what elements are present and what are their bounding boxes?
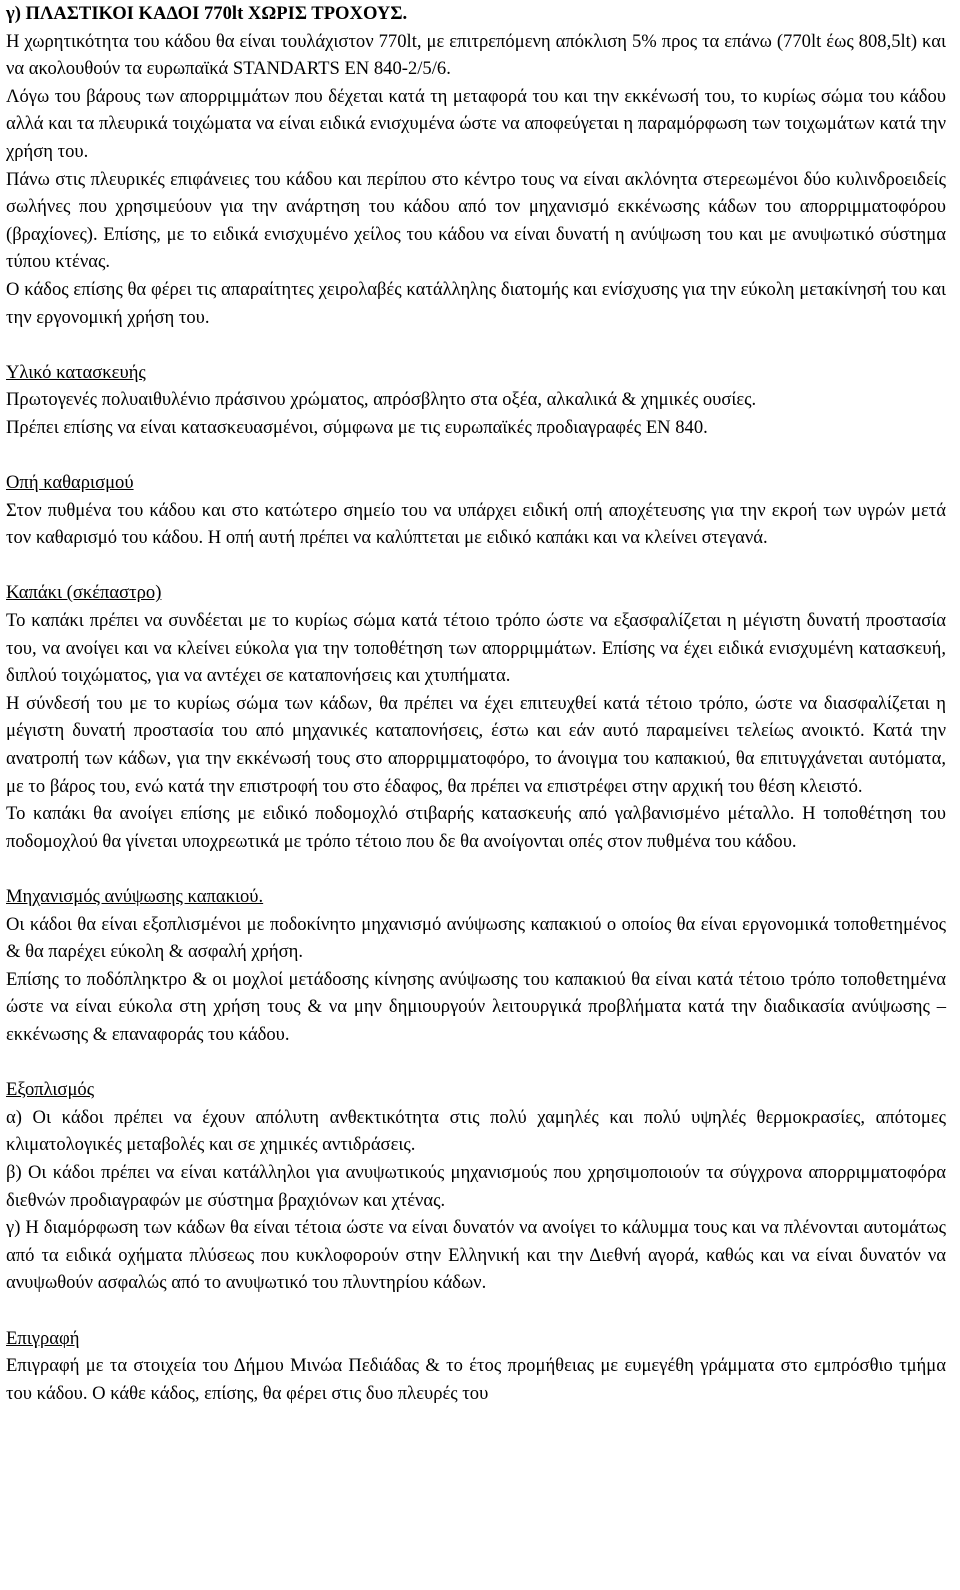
section-paragraph: Στον πυθμένα του κάδου και στο κατώτερο σημείο του να υπάρχει ειδική οπή αποχέτευσης για την εκροή των υγρών μετά τον καθαρισμό του κάδου. Η οπή αυτή πρέπει να καλύπτεται με ειδικό καπάκι και να κλείνει στεγανά. — [6, 499, 946, 549]
section-lid — [6, 579, 946, 855]
intro-paragraph: Ο κάδος επίσης θα φέρει τις απαραίτητες χειρολαβές κατάλληλης διατομής και ενίσχυσης για την εύκολη μετακίνησή του και την εργονομική χρήση του. — [6, 278, 946, 328]
section-paragraph: α) Οι κάδοι πρέπει να έχουν απόλυτη ανθεκτικότητα στις πολύ χαμηλές και πολύ υψηλές θερμοκρασίες, απότομες κλιματολογικές μεταβολές και σε χημικές αντιδράσεις. — [6, 1106, 946, 1156]
section-heading: Οπή καθαρισμού — [6, 472, 134, 494]
section-heading: Εξοπλισμός — [6, 1079, 95, 1101]
section-paragraph: Πρωτογενές πολυαιθυλένιο πράσινου χρώματος, απρόσβλητο στα οξέα, αλκαλικά & χημικές ουσίες. — [6, 389, 757, 411]
section-paragraph: Οι κάδοι θα είναι εξοπλισμένοι με ποδοκίνητο μηχανισμό ανύψωσης καπακιού ο οποίος θα είναι εργονομικά τοποθετημένος & θα παρέχει εύκολη & ασφαλή χρήση. — [6, 913, 946, 963]
section-paragraph: Το καπάκι θα ανοίγει επίσης με ειδικό ποδομοχλό στιβαρής κατασκευής από γαλβανισμένο μέταλλο. Η τοποθέτηση του ποδομοχλού θα γίνεται υποχρεωτικά με τρόπο τέτοιο που δε θα ανοίγονται οπές στον πυθμένα του κάδου. — [6, 803, 946, 852]
section-heading: Υλικό κατασκευής — [6, 361, 146, 383]
section-cleaning-hole — [6, 469, 946, 552]
document-page — [6, 0, 946, 1407]
section-lid-lifting-mechanism — [6, 883, 946, 1049]
section-paragraph: Η σύνδεσή του με το κυρίως σώμα των κάδων, θα πρέπει να έχει επιτευχθεί κατά τέτοιο τρόπο, ώστε να διασφαλίζεται η μέγιστη δυνατή προστασία του από μηχανικές καταπονήσεις, έστω και εάν αυτό παραμείνει τελείως ανοικτό. Κατά την ανατροπή των κάδων, για την εκκένωσή τους στο απορριμματοφόρο, το άνοιγμα του καπακιού, θα επιτυγχάνεται αυτόματα, με το βάρος του, ενώ κατά την επιστροφή του στο έδαφος, θα πρέπει να επιστρέφει στην αρχική του θέση κλειστό. — [6, 692, 946, 797]
intro-paragraph: Λόγω του βάρους των απορριμμάτων που δέχεται κατά τη μεταφορά του και την εκκένωσή του, το κυρίως σώμα του κάδου αλλά και τα πλευρικά τοιχώματα να είναι ειδικά ενισχυμένα ώστε να αποφεύγεται η παραμόρφωση των τοιχωμάτων κατά την χρήση του. — [6, 85, 946, 162]
section-paragraph: Πρέπει επίσης να είναι κατασκευασμένοι, σύμφωνα με τις ευρωπαϊκές προδιαγραφές ΕΝ 840. — [6, 416, 708, 438]
section-heading: Καπάκι (σκέπαστρο) — [6, 582, 162, 604]
intro-paragraph: Η χωρητικότητα του κάδου θα είναι τουλάχιστον 770lt, με επιτρεπόμενη απόκλιση 5% προς τα επάνω (770lt έως 808,5lt) και να ακολουθούν τα ευρωπαϊκά STANDARTS EN 840-2/5/6. — [6, 30, 946, 80]
intro-paragraph: Πάνω στις πλευρικές επιφάνειες του κάδου και περίπου στο κέντρο τους να είναι ακλόνητα στερεωμένοι δύο κυλινδροειδείς σωλήνες που χρησιμεύουν για την ανάρτηση του κάδου από τον μηχανισμό εκκένωσης κάδων του απορριμματοφόρου (βραχίονες). Επίσης, με το ειδικά ενισχυμένο χείλος του κάδου να είναι δυνατή η ανύψωση του και με ανυψωτικό σύστημα τύπου κτένας. — [6, 168, 946, 273]
document-title: γ) ΠΛΑΣΤΙΚΟΙ ΚΑΔΟΙ 770lt ΧΩΡΙΣ ΤΡΟΧΟΥΣ. — [6, 3, 408, 24]
section-heading: Επιγραφή — [6, 1327, 80, 1349]
section-paragraph: Επιγραφή με τα στοιχεία του Δήμου Μινώα Πεδιάδας & το έτος προμήθειας με ευμεγέθη γράμματα στο εμπρόσθιο τμήμα του κάδου. Ο κάθε κάδος, επίσης, θα φέρει στις δυο πλευρές του — [6, 1355, 946, 1404]
section-material — [6, 359, 946, 442]
section-heading: Μηχανισμός ανύψωσης καπακιού. — [6, 886, 264, 907]
section-paragraph: γ) Η διαμόρφωση των κάδων θα είναι τέτοια ώστε να είναι δυνατόν να ανοίγει το κάλυμμα τους και να πλένονται αυτομάτως από τα ειδικά οχήματα πλύσεως που κυκλοφορούν στην Ελληνική και την Διεθνή αγορά, καθώς και να είναι δυνατόν να ανυψωθούν ασφαλώς από το ανυψωτικό του πλυντηρίου κάδων. — [6, 1217, 946, 1294]
section-inscription — [6, 1325, 946, 1408]
section-paragraph: β) Οι κάδοι πρέπει να είναι κατάλληλοι για ανυψωτικούς μηχανισμούς που χρησιμοποιούν τα σύγχρονα απορριμματοφόρα διεθνών προδιαγραφών με σύστημα βραχιόνων και χτένας. — [6, 1161, 946, 1211]
section-paragraph: Το καπάκι πρέπει να συνδέεται με το κυρίως σώμα κατά τέτοιο τρόπο ώστε να εξασφαλίζεται η μέγιστη δυνατή προστασία του, να ανοίγει και να κλείνει εύκολα για την τοποθέτηση των απορριμμάτων. Επίσης να έχει ειδικά ενισχυμένη κατασκευή, διπλού τοιχώματος, για να αντέχει σε καταπονήσεις και χτυπήματα. — [6, 610, 946, 687]
section-equipment — [6, 1076, 946, 1297]
section-paragraph: Επίσης το ποδόπληκτρο & οι μοχλοί μετάδοσης κίνησης ανύψωσης του καπακιού θα είναι κατά τέτοιο τρόπο τοποθετημένα ώστε να είναι εύκολα στη χρήση τους & να μην δημιουργούν λειτουργικά προβλήματα κατά την διαδικασία ανύψωσης – εκκένωσης & επαναφοράς του κάδου. — [6, 968, 946, 1045]
